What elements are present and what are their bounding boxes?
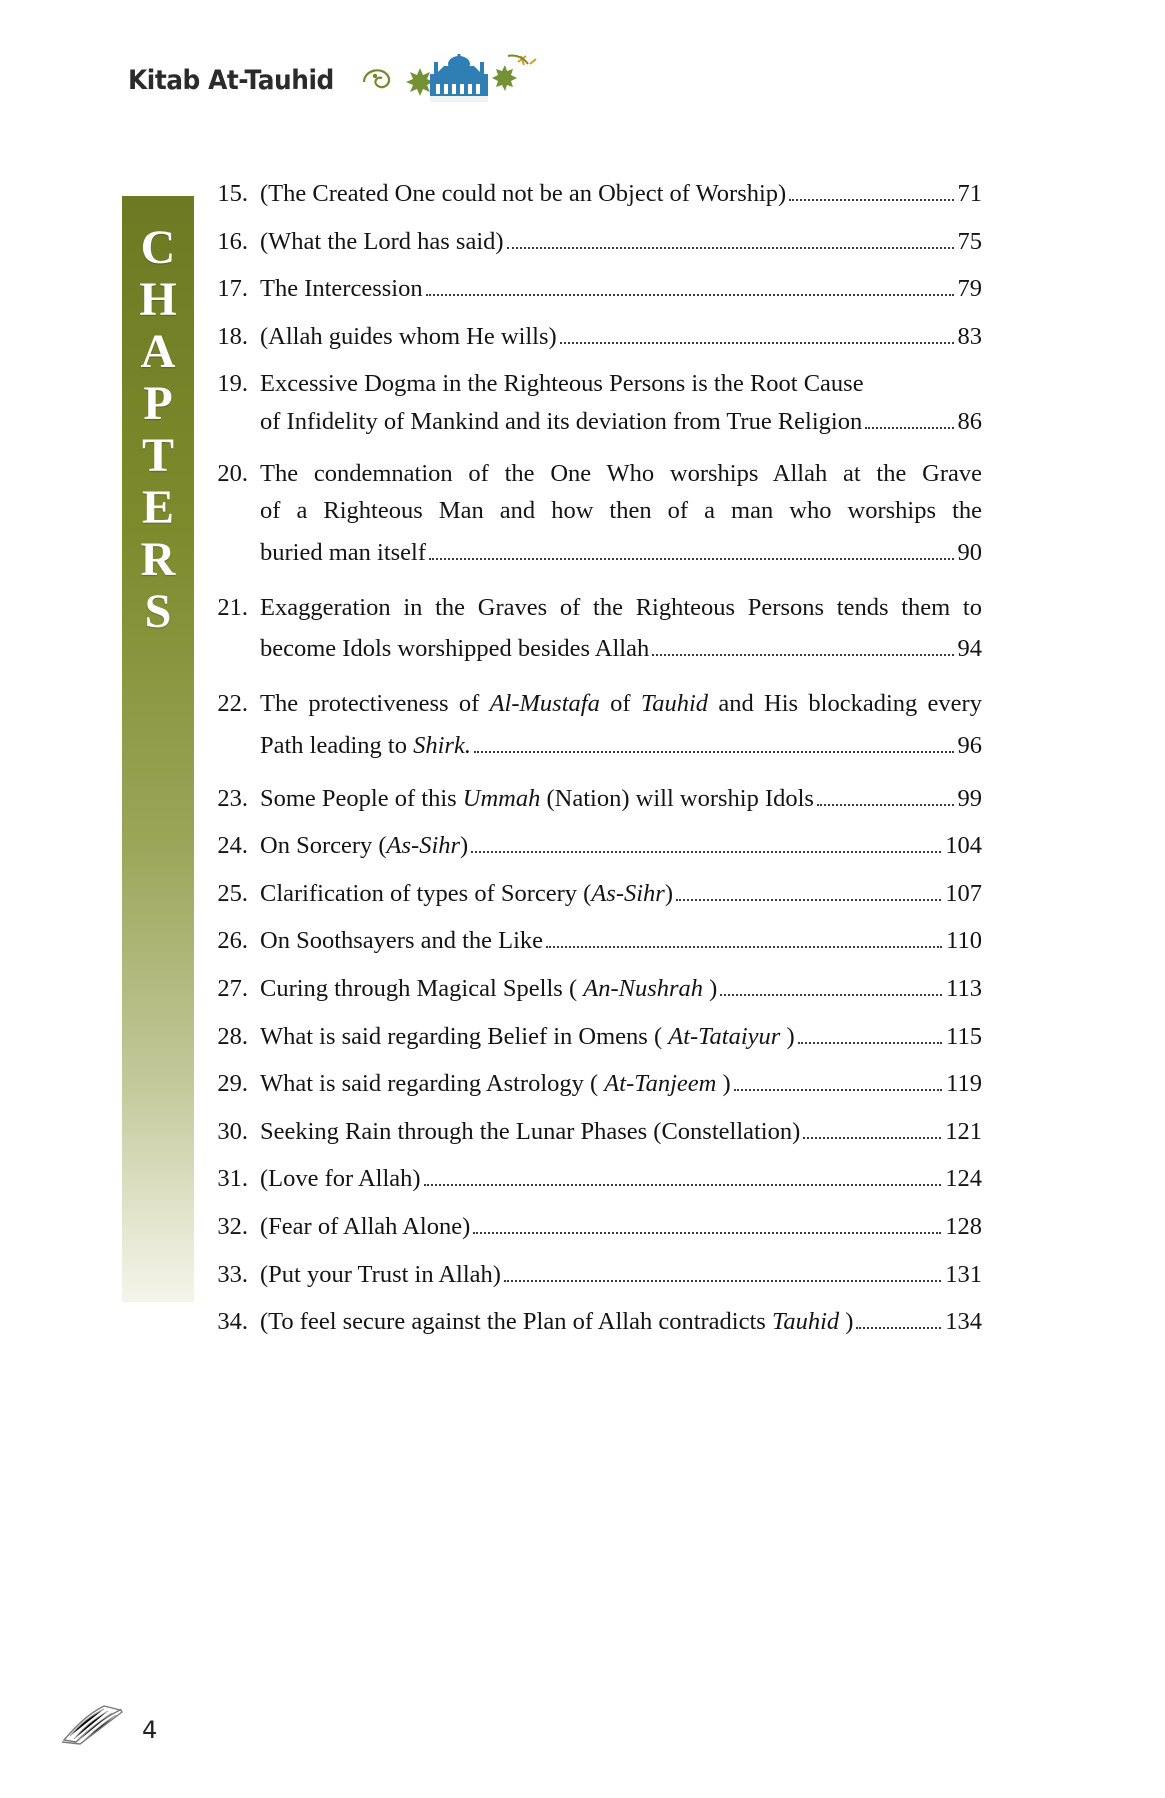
toc-entry-page: 119 [946, 1070, 982, 1098]
toc-leader-dots [473, 1231, 941, 1234]
page-header [128, 52, 558, 108]
side-tab-letter: T [141, 429, 174, 482]
toc-entry-number: 23. [217, 784, 248, 812]
toc-entry-number: 27. [217, 975, 248, 1003]
toc-entry[interactable] [196, 783, 982, 816]
toc-entry-title [260, 830, 468, 863]
toc-entry-number: 28. [217, 1022, 248, 1050]
toc-entry[interactable] [196, 368, 982, 438]
mosque-ornament-icon [358, 52, 558, 108]
toc-entry-number: 29. [217, 1070, 248, 1098]
toc-entry-title: (Put your Trust in Allah) [260, 1260, 501, 1288]
toc-text-part: of [599, 690, 641, 718]
toc-text-part: ) [460, 832, 469, 860]
toc-entry[interactable] [196, 1021, 982, 1054]
toc-entry[interactable] [196, 456, 982, 571]
toc-entry-number: 20. [217, 460, 248, 488]
toc-entry-title-cont [260, 728, 471, 765]
toc-text-part: (To feel secure against the Plan of Allah contradicts [260, 1308, 772, 1336]
toc-leader-dots [424, 1183, 942, 1186]
toc-entry-number: 34. [217, 1308, 248, 1336]
toc-entry-number: 18. [217, 322, 248, 350]
toc-entry-number: 25. [217, 879, 248, 907]
toc-entry-page: 94 [957, 635, 982, 663]
toc-entry-page: 86 [957, 407, 982, 435]
toc-text-italic: Al-Mustafa [489, 690, 600, 718]
toc-leader-dots [471, 850, 941, 853]
toc-entry[interactable] [196, 878, 982, 911]
toc-entry-number: 21. [217, 593, 248, 621]
toc-entry-page: 113 [946, 975, 982, 1003]
toc-entry-number: 16. [217, 227, 248, 255]
toc-entry-title-cont: become Idols worshipped besides Allah [260, 635, 650, 663]
toc-entry-title [260, 1306, 853, 1339]
toc-entry-number: 26. [217, 927, 248, 955]
toc-entry-number: 33. [217, 1260, 248, 1288]
toc-entry-page: 90 [957, 538, 982, 566]
toc-text-italic: At-Tataiyur [668, 1022, 781, 1050]
toc-entry-title: Exaggeration in the Graves of the Righteous Persons tends them to [260, 593, 982, 621]
toc-entry-title [260, 783, 814, 816]
toc-entry-page: 104 [945, 832, 982, 860]
toc-entry-page: 99 [957, 784, 982, 812]
toc-entry-title: (Love for Allah) [260, 1165, 421, 1193]
toc-entry-title: (The Created One could not be an Object of Worship) [260, 180, 787, 207]
toc-entry[interactable] [196, 321, 982, 354]
toc-leader-dots [865, 426, 953, 429]
toc-leader-dots [803, 1136, 941, 1139]
toc-entry-page: 124 [945, 1165, 982, 1193]
toc-text-part: and His blockading every [708, 690, 982, 718]
toc-entry-title: (Allah guides whom He wills) [260, 322, 557, 350]
footer-page-number: 4 [142, 1716, 158, 1744]
toc-entry-title: (What the Lord has said) [260, 227, 504, 255]
toc-entry-title: Seeking Rain through the Lunar Phases (Constellation) [260, 1117, 801, 1145]
toc-entry-number: 31. [217, 1165, 248, 1193]
toc-leader-dots [546, 945, 942, 948]
table-of-contents [196, 178, 982, 1354]
toc-entry[interactable] [196, 1163, 982, 1196]
toc-entry[interactable] [196, 1211, 982, 1244]
toc-leader-dots [676, 898, 941, 901]
toc-entry[interactable] [196, 590, 982, 669]
toc-entry-title: On Soothsayers and the Like [260, 927, 544, 955]
toc-text-italic: As-Sihr [386, 832, 461, 860]
toc-entry[interactable] [196, 686, 982, 765]
toc-text-part: ) [780, 1022, 795, 1050]
toc-leader-dots [474, 750, 954, 753]
toc-entry-number: 30. [217, 1117, 248, 1145]
toc-text-italic: Shirk. [413, 731, 471, 759]
side-tab-letter: S [144, 585, 172, 638]
toc-text-italic: Tauhid [771, 1308, 840, 1336]
toc-entry-title-cont: of Infidelity of Mankind and its deviation from True Religion [260, 407, 863, 435]
toc-text-part: On Sorcery ( [260, 832, 387, 860]
toc-entry-page: 71 [957, 180, 982, 207]
toc-leader-dots [720, 993, 942, 996]
toc-text-part: Clarification of types of Sorcery ( [260, 879, 592, 907]
toc-entry[interactable] [196, 273, 982, 306]
toc-entry-title: (Fear of Allah Alone) [260, 1212, 471, 1240]
toc-leader-dots [817, 803, 954, 806]
toc-leader-dots [856, 1326, 941, 1329]
toc-text-italic: An-Nushrah [583, 975, 704, 1003]
toc-entry-page: 115 [946, 1022, 982, 1050]
toc-text-part: Some People of this [260, 784, 463, 812]
toc-entry-page: 107 [945, 879, 982, 907]
toc-entry-page: 83 [957, 322, 982, 350]
toc-entry-number: 19. [217, 370, 248, 398]
toc-entry-title [260, 1068, 731, 1101]
toc-entry-page: 121 [945, 1117, 982, 1145]
toc-text-part: The protectiveness of [260, 690, 490, 718]
toc-entry[interactable] [196, 925, 982, 958]
side-tab-letter: C [140, 221, 176, 274]
toc-entry-page: 79 [957, 275, 982, 303]
toc-entry-title [260, 878, 673, 911]
toc-text-part: ) [839, 1308, 854, 1336]
toc-text-part: ) [716, 1070, 731, 1098]
toc-leader-dots [429, 557, 953, 560]
toc-text-part: Path leading to [260, 731, 414, 759]
toc-text-italic: Ummah [462, 784, 541, 812]
side-tab-letter: R [140, 533, 176, 586]
toc-entry-title: Excessive Dogma in the Righteous Persons is the Root Cause [260, 370, 864, 398]
toc-leader-dots [652, 653, 953, 656]
toc-entry-page: 96 [957, 731, 982, 759]
toc-text-part: (Nation) will worship Idols [540, 784, 814, 812]
toc-text-italic: Tauhid [640, 690, 709, 718]
toc-entry-number: 15. [217, 180, 248, 207]
toc-entry[interactable] [196, 1116, 982, 1149]
page-footer [60, 1700, 157, 1746]
toc-text-part: What is said regarding Belief in Omens ( [260, 1022, 669, 1050]
toc-entry-title: The condemnation of the One Who worships Allah at the Grave [260, 460, 982, 488]
toc-entry-title [260, 973, 717, 1006]
toc-text-part: Curing through Magical Spells ( [260, 975, 584, 1003]
toc-entry[interactable] [196, 973, 982, 1006]
toc-leader-dots [734, 1088, 943, 1091]
toc-entry-number: 17. [217, 275, 248, 303]
toc-leader-dots [426, 293, 954, 296]
chapters-side-tab [122, 196, 194, 1302]
page-title: Kitab At-Tauhid [128, 64, 334, 96]
toc-text-italic: As-Sihr [591, 879, 665, 907]
toc-text-part: What is said regarding Astrology ( [260, 1070, 605, 1098]
toc-entry-number: 24. [217, 832, 248, 860]
toc-text-part: ) [703, 975, 718, 1003]
side-tab-letter: A [140, 325, 176, 378]
toc-entry[interactable] [196, 1068, 982, 1101]
toc-entry-title-cont: of a Righteous Man and how then of a man who worships the [260, 497, 982, 525]
toc-entry[interactable] [196, 1306, 982, 1339]
toc-leader-dots [789, 198, 953, 201]
open-book-icon [60, 1700, 124, 1746]
toc-text-italic: At-Tanjeem [604, 1070, 717, 1098]
toc-entry[interactable] [196, 1259, 982, 1292]
toc-entry-page: 128 [945, 1212, 982, 1240]
toc-entry-number: 32. [217, 1212, 248, 1240]
toc-leader-dots [560, 341, 954, 344]
side-tab-letter: E [141, 481, 174, 534]
side-tab-letter: H [139, 273, 177, 326]
toc-leader-dots [798, 1041, 943, 1044]
toc-entry-title-cont: buried man itself [260, 538, 427, 566]
toc-leader-dots [504, 1279, 941, 1282]
toc-entry[interactable] [196, 226, 982, 259]
toc-entry-number: 22. [217, 690, 248, 718]
toc-entry-page: 134 [945, 1308, 982, 1336]
toc-entry-title [260, 686, 982, 723]
toc-entry[interactable] [196, 178, 982, 211]
toc-entry[interactable] [196, 830, 982, 863]
toc-text-part: ) [664, 879, 673, 907]
toc-leader-dots [507, 246, 954, 249]
toc-entry-page: 110 [946, 927, 982, 955]
toc-entry-title [260, 1021, 795, 1054]
side-tab-letter: P [143, 377, 173, 430]
toc-entry-page: 75 [957, 227, 982, 255]
toc-entry-page: 131 [945, 1260, 982, 1288]
toc-entry-title: The Intercession [260, 275, 423, 303]
